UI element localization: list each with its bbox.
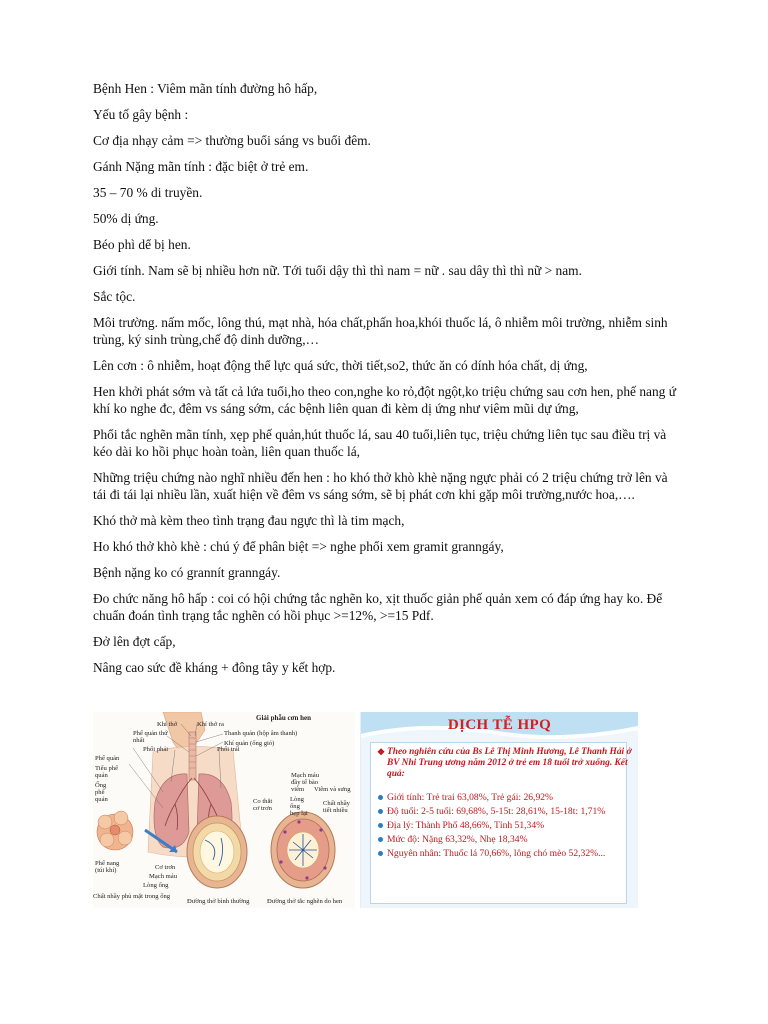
list-item-text: Mức độ: Nặng 63,32%, Nhẹ 18,34% — [387, 834, 528, 845]
list-item — [377, 848, 622, 859]
slide-title: DỊCH TỄ HPQ — [447, 717, 552, 733]
paragraph: Lên cơn : ô nhiễm, hoạt động thể lực quá sức, thời tiết,so2, thức ăn có dính hóa chất, dị ứng, — [93, 358, 588, 373]
label-khi-tho: Khí thở — [157, 721, 178, 728]
paragraph: Đo chức năng hô hấp : coi có hội chứng tắc nghẽn ko, xịt thuốc giản phế quản xem có đáp ứng hay ko. Để chuẩn đoán tình trạng tắc nghẽn có hồi phục >=12%, >=15 Pdf. — [93, 591, 663, 623]
paragraph: Hen khởi phát sớm và tất cả lứa tuổi,ho theo con,nghe ko rỏ,đột ngột,ko triệu chứng sau cơn hen, phế nang ứ khí ko nghe đc, đêm vs sáng sớm, các bệnh liên quan đi kèm dị ứng như viêm mũi dự ứng, — [93, 384, 676, 416]
paragraph: Bệnh Hen : Viêm mãn tính đường hô hấp, — [93, 81, 318, 96]
label-viem-va-sung: Viêm và sưng — [314, 786, 351, 793]
label-khi-quan: Khí quản (ống gió) — [224, 740, 275, 747]
list-item-text: Địa lý: Thành Phố 48,66%, Tỉnh 51,34% — [387, 820, 545, 831]
paragraph: Ho khó thở khò khè : chú ý để phân biệt => nghe phổi xem gramit granngáy, — [93, 539, 504, 554]
paragraph: Bệnh nặng ko có grannít granngáy. — [93, 565, 281, 580]
label-phe-quan: Phế quản — [95, 755, 120, 762]
paragraph: Môi trường. nấm mốc, lông thú, mạt nhà, hóa chất,phấn hoa,khói thuốc lá, ô nhiễm môi trường, nhiễm sinh trùng, ký sinh trùng,chế độ dinh dưỡng,… — [93, 315, 668, 347]
paragraph: Khó thở mà kèm theo tình trạng đau ngực thì là tim mạch, — [93, 513, 405, 528]
list-item-text: Độ tuổi: 2-5 tuổi: 69,68%, 5-15t: 28,61%, 15-18t: 1,71% — [387, 806, 606, 817]
paragraph: Phổi tắc nghẽn mãn tính, xẹp phế quản,hút thuốc lá, sau 40 tuổi,liên tục, triệu chứng liên tục sau điều trị và kéo dài ko hồi phục hoàn toàn, liên quan thuốc lá, — [93, 427, 667, 459]
list-item-text: Nguyên nhân: Thuốc lá 70,66%, lông chó mèo 52,32%... — [387, 848, 606, 859]
alveoli-cluster — [97, 811, 133, 850]
label-chat-nhay-phu: Chất nhầy phủ mặt trong ống — [93, 893, 171, 900]
asthma-anatomy-figure — [93, 712, 355, 908]
epidemiology-slide — [360, 712, 638, 908]
paragraph: 50% dị ứng. — [93, 211, 159, 226]
label-thanh-quan: Thanh quản (hộp âm thanh) — [224, 730, 298, 737]
label-mach-mau: Mạch máu — [149, 873, 178, 880]
paragraph: Đở lên đợt cấp, — [93, 634, 176, 649]
bullet-dot-icon — [378, 851, 383, 856]
paragraph: Những triệu chứng nào nghĩ nhiều đến hen : ho khó thở khò khè nặng ngực phải có 2 triệu chứng trở lên và tái đi tái lại nhiều lần, xuất hiện về đêm vs sáng sớm, sẽ bị phát cơn khi gặp môi trường,nước hoa,…. — [93, 470, 668, 502]
label-mach-mau-viem: Mạch máu đầy tế bào viêm — [291, 772, 320, 793]
list-item — [377, 806, 622, 817]
study-intro-text: Theo nghiên cứu của Bs Lê Thị Minh Hương, Lê Thanh Hải ở BV Nhi Trung ương năm 2012 ở trẻ em 18 tuổi trở xuống. Kết quả: — [387, 747, 632, 779]
paragraph: 35 – 70 % di truyền. — [93, 185, 203, 200]
label-phe-nang: Phế nang (túi khí) — [95, 860, 120, 874]
label-khi-tho-ra: Khí thở ra — [197, 721, 224, 728]
blocked-airway-section — [271, 812, 335, 888]
bullet-dot-icon — [378, 823, 383, 828]
label-long-ong-hep: Lòng ống hẹp lại — [290, 796, 308, 817]
figures-row — [93, 712, 637, 908]
slide-content-box — [370, 742, 632, 904]
paragraph: Sắc tộc. — [93, 289, 136, 304]
paragraph: Giới tính. Nam sẽ bị nhiều hơn nữ. Tới tuổi dậy thì thì nam = nữ . sau dây thì thì nữ > nam. — [93, 263, 582, 278]
label-ong-phe-quan: Ống phế quản — [95, 782, 108, 803]
diamond-bullet-icon: ❖ — [377, 747, 386, 757]
label-phe-quan-thu-nhat: Phế quản thứ nhất — [133, 730, 168, 744]
paragraph: Nâng cao sức đề kháng + đông tây y kết hợp. — [93, 660, 336, 675]
list-item — [377, 820, 622, 831]
paragraph: Yếu tố gây bệnh : — [93, 107, 189, 122]
paragraph: Béo phì dể bị hen. — [93, 237, 191, 252]
label-phoi-phai: Phổi phải — [143, 746, 169, 753]
label-duong-tho-binh-thuong: Đường thở bình thường — [187, 898, 250, 905]
document-body — [93, 80, 683, 685]
label-duong-tho-tac-nghen: Đường thở tắc nghẽn do hen — [267, 898, 343, 905]
bullet-dot-icon — [378, 809, 383, 814]
label-co-tron: Cơ trơn — [155, 864, 176, 871]
bullet-dot-icon — [378, 795, 383, 800]
list-item — [377, 834, 622, 845]
anatomy-title: Giải phẫu cơn hen — [256, 714, 312, 722]
paragraph: Gánh Nặng mãn tính : đặc biệt ở trẻ em. — [93, 159, 309, 174]
study-intro — [377, 747, 632, 780]
label-co-that-co-tron: Co thắt cơ trơn — [253, 798, 273, 812]
bullet-dot-icon — [378, 837, 383, 842]
label-chat-nhay-tiet: Chất nhầy tiết nhiều — [323, 800, 350, 814]
label-phoi-trai: Phổi trái — [217, 746, 240, 753]
label-long-ong: Lòng ống — [143, 882, 169, 889]
results-list — [377, 792, 622, 862]
list-item — [377, 792, 622, 803]
list-item-text: Giới tính: Trẻ trai 63,08%, Trẻ gái: 26,92% — [387, 792, 554, 803]
paragraph: Cơ địa nhạy cảm => thường buổi sáng vs buổi đêm. — [93, 133, 371, 148]
normal-airway-section — [187, 816, 247, 888]
label-tieu-phe-quan: Tiểu phế quản — [95, 765, 119, 779]
